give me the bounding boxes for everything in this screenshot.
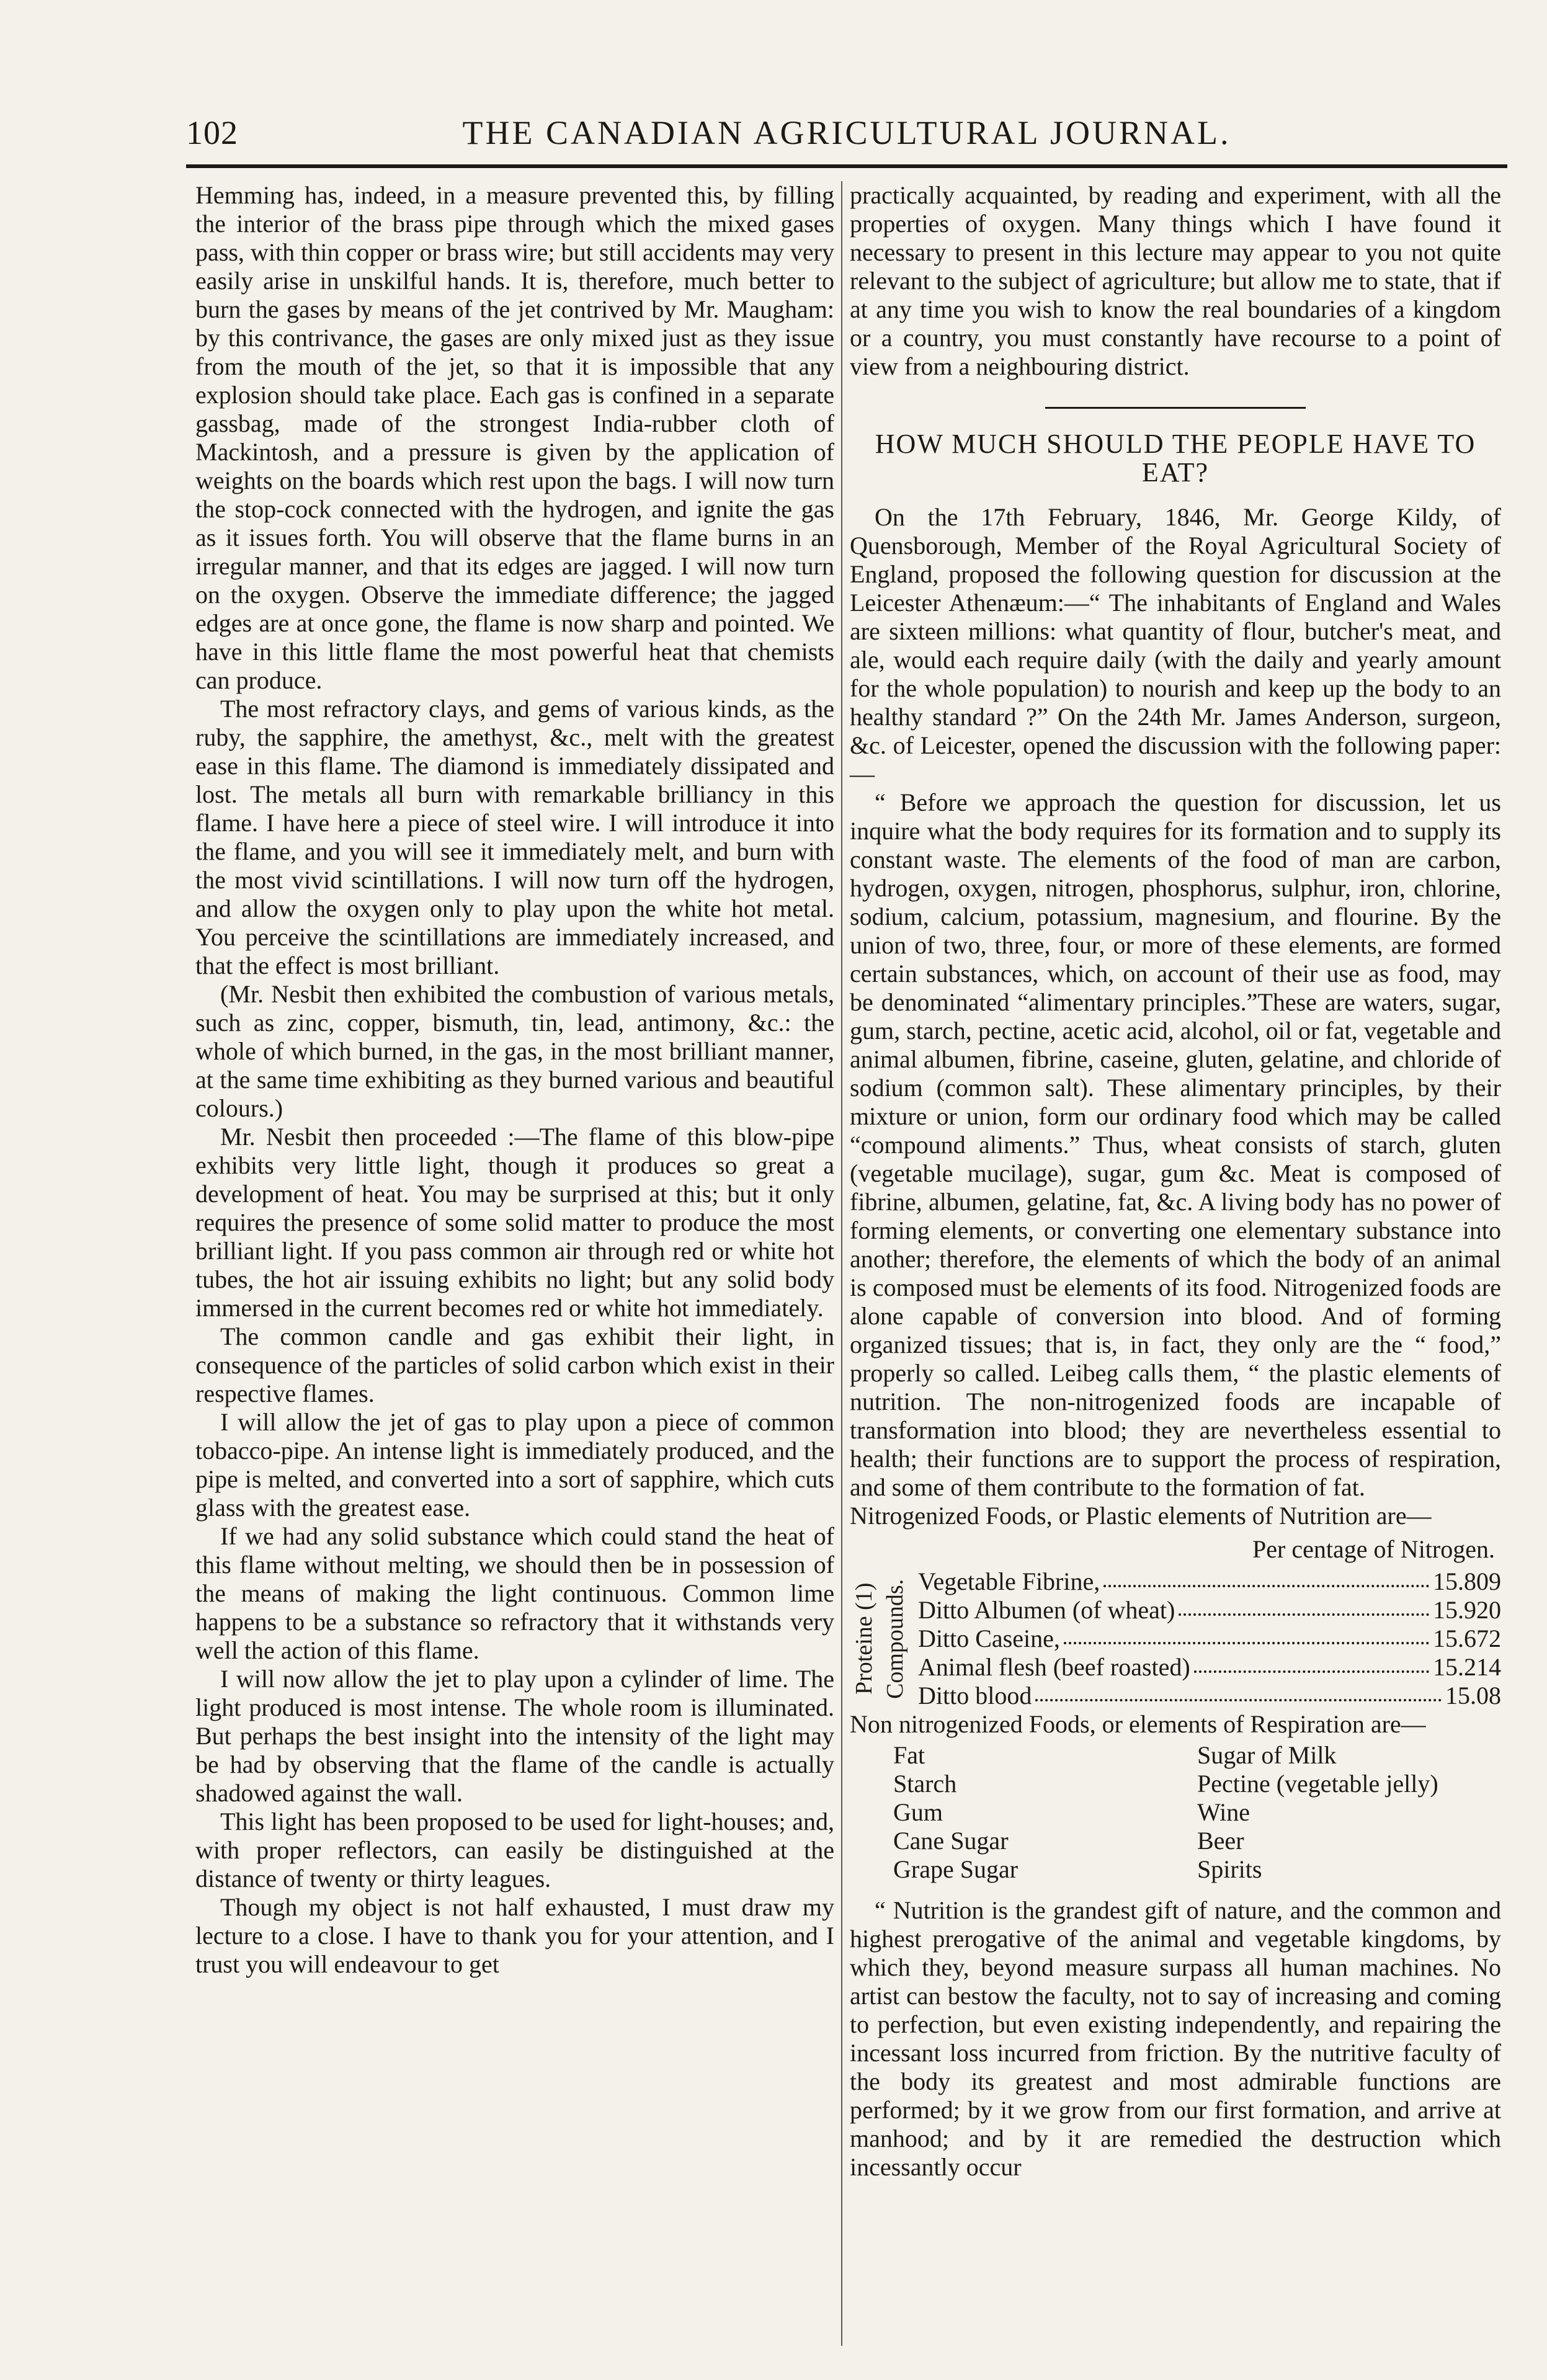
food-row (918, 1625, 1501, 1653)
header-rule (186, 164, 1507, 168)
resp-food: Wine (1197, 1798, 1251, 1826)
section-rule (1045, 407, 1306, 409)
respiration-foods (850, 1741, 1501, 1884)
paragraph: Mr. Nesbit then proceeded :—The flame of this blow-pipe exhibits very little light, though it produces so great a development of heat. You may be surprised at this; but it only requires the presence of some solid matter to produce the most brilliant light. If you pass common air through red or white hot tubes, the hot air issuing exhibits no light; but any solid body immersed in the current becomes red or white hot immediately. (195, 1123, 834, 1322)
food-value: 15.214 (1433, 1653, 1501, 1681)
food-row (918, 1596, 1501, 1625)
resp-food: Grape Sugar (893, 1855, 1019, 1883)
left-column (195, 181, 834, 1979)
page-header (186, 109, 1507, 158)
intro-paragraph: On the 17th February, 1846, Mr. George Kildy, of Quensborough, Member of the Royal Agricultural Society of England, proposed the following question for discussion at the Leicester Athenæum:—“ The inhabitants of England and Wales are sixteen millions: what quantity of flour, butcher's meat, and ale, would each require daily (with the daily and yearly amount for the whole population) to nourish and keep up the body to an healthy standard ?” On the 24th Mr. James Anderson, surgeon, &c. of Leicester, opened the discussion with the following paper:— (850, 503, 1501, 788)
side-labels (850, 1567, 918, 1710)
food-value: 15.08 (1445, 1682, 1501, 1709)
resp-food: Gum (893, 1798, 943, 1826)
food-value: 15.920 (1433, 1596, 1501, 1624)
paragraph: The common candle and gas exhibit their light, in consequence of the particles of solid carbon which exist in their respective flames. (195, 1322, 834, 1407)
right-column (850, 181, 1501, 2182)
resp-food: Pectine (vegetable jelly) (1197, 1770, 1438, 1798)
leader-dots (1194, 1653, 1429, 1673)
food-value: 15.672 (1433, 1625, 1501, 1652)
food-name: Ditto blood (918, 1682, 1032, 1709)
journal-title: THE CANADIAN AGRICULTURAL JOURNAL. (462, 114, 1231, 151)
paragraph: I will now allow the jet to play upon a cylinder of lime. The light produced is most intense. The whole room is illuminated. But perhaps the best insight into the intensity of the light may be had by observing that the flame of the candle is actually shadowed against the wall. (195, 1665, 834, 1807)
column-divider (841, 181, 842, 2346)
resp-food: Sugar of Milk (1197, 1741, 1337, 1769)
food-name: Ditto Caseine, (918, 1625, 1060, 1652)
paragraph: Though my object is not half exhausted, I must draw my lecture to a close. I have to thank you for your attention, and I trust you will endeavour to get (195, 1893, 834, 1978)
food-value: 15.809 (1433, 1567, 1501, 1595)
food-name: Ditto Albumen (of wheat) (918, 1596, 1175, 1624)
closing-paragraph: “ Nutrition is the grandest gift of nature, and the common and highest prerogative of the animal and vegetable kingdoms, by which they, beyond measure surpass all human machines. No artist can bestow the faculty, not to say of increasing and coming to perfection, but even existing independently, and repairing the incessant loss incurred from friction. By the nutritive faculty of the body its greatest and most admirable functions are performed; by it we grow from our first formation, and arrive at manhood; and by it are remedied the destruction which incessantly occur (850, 1896, 1501, 2181)
food-list (918, 1567, 1501, 1710)
paragraph: I will allow the jet of gas to play upon a piece of common tobacco-pipe. An intense light is immediately produced, and the pipe is melted, and converted into a sort of sapphire, which cuts glass with the greatest ease. (195, 1408, 834, 1522)
leader-dots (1064, 1625, 1429, 1644)
resp-food: Spirits (1197, 1855, 1262, 1883)
leader-dots (1103, 1567, 1429, 1587)
leader-dots (1179, 1596, 1429, 1616)
paragraph: (Mr. Nesbit then exhibited the combustion of various metals, such as zinc, copper, bismuth, tin, lead, antimony, &c.: the whole of which burned, in the gas, in the most brilliant manner, at the same time exhibiting as they burned various and beautiful colours.) (195, 980, 834, 1122)
leader-dots (1035, 1682, 1442, 1701)
food-row (918, 1682, 1501, 1710)
resp-food: Cane Sugar (893, 1827, 1009, 1855)
side-label: Proteine (1) (851, 1582, 877, 1695)
food-row (918, 1653, 1501, 1682)
percentage-label: Per centage of Nitrogen. (1252, 1535, 1495, 1563)
paragraph: Hemming has, indeed, in a measure prevented this, by filling the interior of the brass pipe through which the mixed gases pass, with thin copper or brass wire; but still accidents may very easily arise in unskilful hands. It is, therefore, much better to burn the gases by means of the jet contrived by Mr. Maugham: by this contrivance, the gases are only mixed just as they issue from the mouth of the jet, so that it is impossible that any explosion should take place. Each gas is confined in a separate gassbag, made of the strongest India-rubber cloth of Mackintosh, and a pressure is given by the application of weights on the boards which rest upon the bags. I will now turn the stop-cock connected with the hydrogen, and ignite the gas as it issues forth. You will observe that the flame burns in an irregular manner, and that its edges are jagged. I will now turn on the oxygen. Observe the immediate difference; the jagged edges are at once gone, the flame is now sharp and pointed. We have in this little flame the most powerful heat that chemists can produce. (195, 181, 834, 694)
resp-food: Starch (893, 1770, 957, 1798)
paragraph: The most refractory clays, and gems of various kinds, as the ruby, the sapphire, the amethyst, &c., melt with the greatest ease in this flame. The diamond is immediately dissipated and lost. The metals all burn with remarkable brilliancy in this flame. I have here a piece of steel wire. I will introduce it into the flame, and you will see it immediately melt, and burn with the most vivid scintillations. I will now turn off the hydrogen, and allow the oxygen only to play upon the white hot metal. You perceive the scintillations are immediately increased, and that the effect is most brilliant. (195, 695, 834, 979)
food-row (918, 1567, 1501, 1596)
quote-paragraph: “ Before we approach the question for discussion, let us inquire what the body requires for its formation and to supply its constant waste. The elements of the food of man are carbon, hydrogen, oxygen, nitrogen, phosphorus, sulphur, iron, chlorine, sodium, calcium, potassium, magnesium, and flourine. By the union of two, three, four, or more of these elements, are formed certain substances, which, on account of their use as food, may be denominated “alimentary principles.”These are waters, sugar, gum, starch, pectine, acetic acid, alcohol, oil or fat, vegetable and animal albumen, fibrine, caseine, gluten, gelatine, and chloride of sodium (common salt). These alimentary principles, by their mixture or union, form our ordinary food which may be called “compound aliments.” Thus, wheat consists of starch, gluten (vegetable mucilage), sugar, gum &c. Meat is composed of fibrine, albumen, gelatine, fat, &c. A living body has no power of forming elements, or converting one elementary substance into another; therefore, the elements of which the body of an animal is composed must be elements of its food. Nitrogenized foods are alone capable of conversion into blood. And of forming organized tissues; that is, in fact, they only are the “ food,” properly so called. Leibeg calls them, “ the plastic elements of nutrition. The non-nitrogenized foods are incapable of transformation into blood; they are nevertheless essential to health; their functions are to support the process of respiration, and some of them contribute to the formation of fat. (850, 788, 1501, 1501)
side-label: Compounds. (882, 1579, 908, 1699)
resp-food: Beer (1197, 1827, 1244, 1855)
nitrogen-table (850, 1567, 1501, 1710)
resp-food: Fat (893, 1741, 925, 1769)
paragraph: If we had any solid substance which could stand the heat of this flame without melting, we should then be in possession of the means of making the light continuous. Common lime happens to be a substance so refractory that it withstands very well the action of this flame. (195, 1522, 834, 1664)
continuation-paragraph: practically acquainted, by reading and experiment, with all the properties of oxygen. Many things which I have found it necessary to present in this lecture may appear to you not quite relevant to the subject of agriculture; but allow me to state, that if at any time you wish to know the real boundaries of a kingdom or a country, you must constantly have recourse to a point of view from a neighbouring district. (850, 181, 1501, 380)
article-title: HOW MUCH SHOULD THE PEOPLE HAVE TO EAT? (875, 429, 1476, 488)
respiration-heading: Non nitrogenized Foods, or elements of Respiration are— (850, 1710, 1426, 1738)
page-number: 102 (186, 114, 238, 151)
food-name: Animal flesh (beef roasted) (918, 1653, 1190, 1681)
paragraph: This light has been proposed to be used for light-houses; and, with proper reflectors, can easily be distinguished at the distance of twenty or thirty leagues. (195, 1807, 834, 1892)
food-name: Vegetable Fibrine, (918, 1567, 1100, 1595)
nitro-heading: Nitrogenized Foods, or Plastic elements of Nutrition are— (850, 1502, 1432, 1530)
